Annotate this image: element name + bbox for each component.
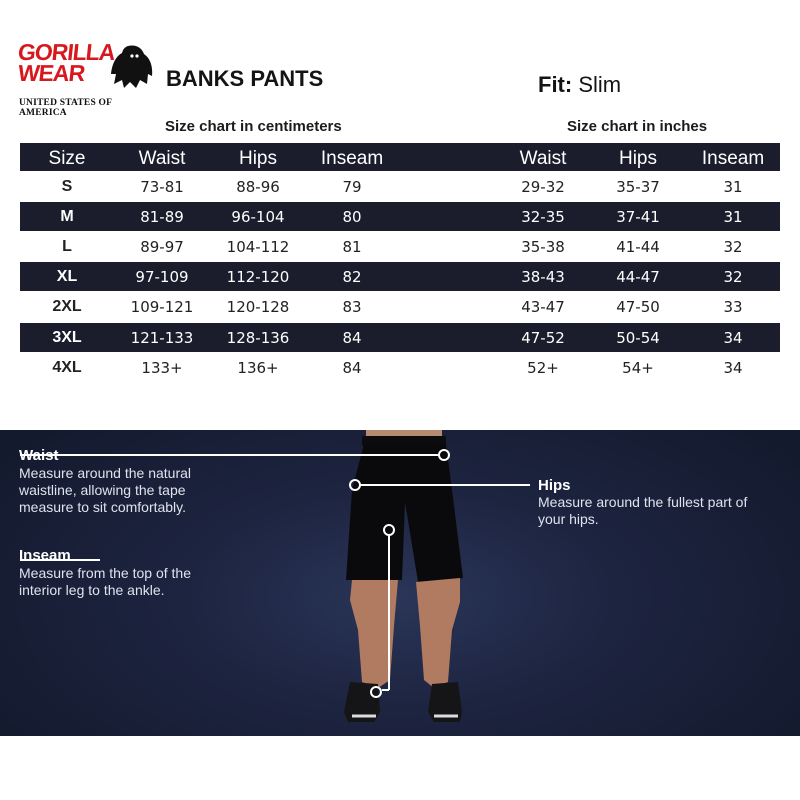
- cell-inseam-cm: 79: [342, 178, 362, 196]
- cell-hips-cm: 104-112: [226, 238, 290, 256]
- waist-desc-line: measure to sit comfortably.: [19, 499, 187, 515]
- table-row: [0, 264, 800, 290]
- cell-hips-in: 37-41: [616, 208, 660, 226]
- cell-hips-cm: 136+: [237, 359, 279, 377]
- cell-hips-in: 54+: [622, 359, 654, 377]
- cell-inseam-cm: 82: [342, 268, 362, 286]
- table-header: [20, 143, 780, 171]
- cell-hips-in: 35-37: [616, 178, 660, 196]
- cell-hips-cm: 120-128: [226, 298, 290, 316]
- header-waist-cm: Waist: [138, 148, 186, 169]
- cell-inseam-cm: 83: [342, 298, 362, 316]
- gorilla-icon: [110, 44, 154, 90]
- brand-logo: [16, 39, 158, 118]
- cell-inseam-cm: 81: [342, 238, 362, 256]
- inseam-description: [19, 565, 191, 599]
- cell-hips-in: 44-47: [616, 268, 660, 286]
- cell-inseam-in: 33: [723, 298, 743, 316]
- cell-waist-in: 47-52: [521, 329, 565, 347]
- cell-hips-cm: 96-104: [231, 208, 285, 226]
- cell-waist-in: 43-47: [521, 298, 565, 316]
- cell-waist-cm: 121-133: [130, 329, 194, 347]
- waist-desc-line: waistline, allowing the tape: [19, 482, 186, 498]
- hips-desc-line: Measure around the fullest part of: [538, 494, 748, 510]
- cell-hips-in: 50-54: [616, 329, 660, 347]
- cell-size: S: [61, 178, 73, 195]
- logo-line-1: GORILLA: [16, 39, 116, 65]
- cell-size: 4XL: [52, 359, 82, 376]
- cell-inseam-in: 31: [723, 208, 743, 226]
- inseam-desc-line: interior leg to the ankle.: [19, 582, 165, 598]
- cell-inseam-in: 34: [723, 329, 743, 347]
- fit-key: Fit:: [538, 72, 573, 97]
- cell-hips-in: 47-50: [616, 298, 660, 316]
- cell-size: 2XL: [52, 298, 82, 315]
- cell-hips-cm: 112-120: [226, 268, 290, 286]
- cell-size: XL: [56, 268, 78, 285]
- hips-desc-line: your hips.: [538, 511, 599, 527]
- cell-waist-in: 35-38: [521, 238, 565, 256]
- fit-label: [538, 72, 621, 98]
- cell-inseam-cm: 84: [342, 359, 362, 377]
- header-inseam-in: Inseam: [701, 148, 765, 169]
- cell-hips-cm: 128-136: [226, 329, 290, 347]
- cell-inseam-in: 34: [723, 359, 743, 377]
- header-size: Size: [48, 148, 86, 169]
- hips-description: [538, 494, 747, 528]
- table-row: [0, 325, 800, 351]
- waist-title: Waist: [19, 447, 59, 464]
- waist-description: [19, 465, 191, 516]
- cell-inseam-cm: 80: [342, 208, 362, 226]
- inseam-desc-line: Measure from the top of the: [19, 565, 191, 581]
- table-row: [0, 294, 800, 320]
- cell-waist-cm: 133+: [141, 359, 183, 377]
- cell-hips-in: 41-44: [616, 238, 660, 256]
- fit-value: Slim: [578, 72, 622, 97]
- cell-inseam-in: 31: [723, 178, 743, 196]
- table-row: [0, 174, 800, 200]
- logo-subtitle: UNITED STATES OF AMERICA: [19, 98, 112, 118]
- cell-waist-cm: 89-97: [140, 238, 184, 256]
- cell-waist-cm: 109-121: [130, 298, 194, 316]
- cell-waist-cm: 81-89: [140, 208, 184, 226]
- cell-waist-cm: 97-109: [135, 268, 189, 286]
- header-waist-in: Waist: [519, 148, 567, 169]
- cm-caption: Size chart in centimeters: [165, 118, 342, 135]
- waist-desc-line: Measure around the natural: [19, 465, 191, 481]
- inseam-title: Inseam: [19, 547, 71, 564]
- cell-waist-in: 32-35: [521, 208, 565, 226]
- cell-inseam-in: 32: [723, 268, 743, 286]
- cell-inseam-in: 32: [723, 238, 743, 256]
- inch-caption: Size chart in inches: [567, 118, 708, 135]
- cell-inseam-cm: 84: [342, 329, 362, 347]
- header-hips-cm: Hips: [238, 148, 278, 169]
- cell-waist-in: 29-32: [521, 178, 565, 196]
- hips-title: Hips: [538, 477, 571, 494]
- logo-line-2: WEAR: [16, 60, 86, 86]
- cell-size: 3XL: [52, 329, 82, 346]
- cell-hips-cm: 88-96: [236, 178, 280, 196]
- table-row: [0, 204, 800, 230]
- cell-waist-in: 38-43: [521, 268, 565, 286]
- header-inseam-cm: Inseam: [320, 148, 384, 169]
- header-hips-in: Hips: [618, 148, 658, 169]
- cell-waist-in: 52+: [527, 359, 559, 377]
- cell-waist-cm: 73-81: [140, 178, 184, 196]
- cell-size: M: [60, 208, 74, 225]
- product-title: BANKS PANTS: [166, 66, 324, 91]
- table-row: [0, 234, 800, 260]
- cell-size: L: [62, 238, 72, 255]
- table-row: [0, 355, 800, 381]
- measurement-guide: [0, 430, 800, 736]
